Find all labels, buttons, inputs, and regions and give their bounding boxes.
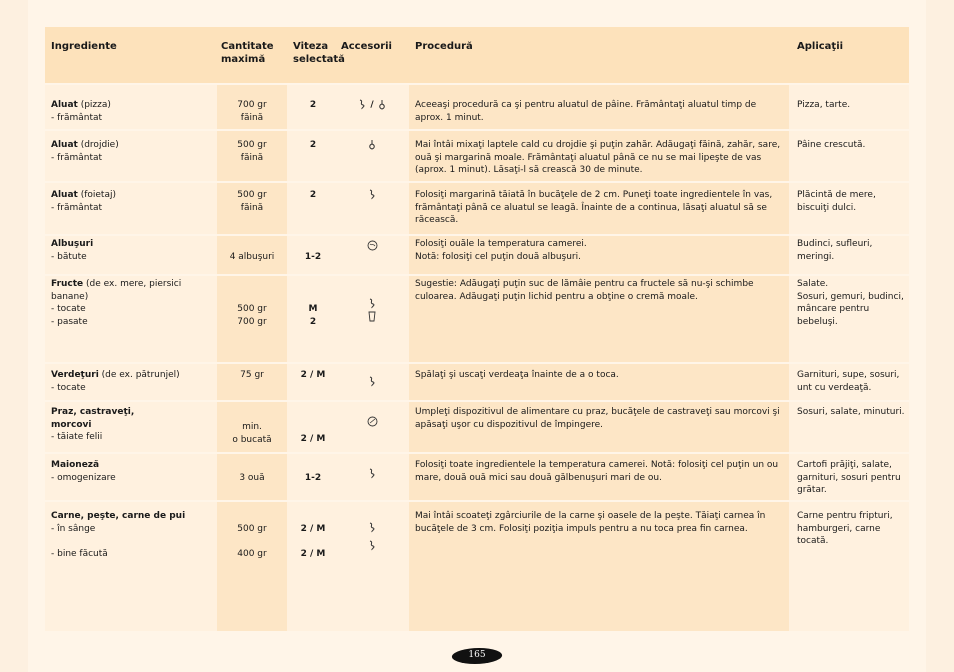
application-text: Garnituri, supe, sosuri, unt cu verdeaţă. xyxy=(797,370,900,393)
procedure-text: Folosiţi margarină tăiată în bucăţele de 2 cm. Puneţi toate ingredientele în vas, frământaţi până ce aluatul se leagă. Înainte de a continua, lăsaţi aluatul să se răcească. xyxy=(415,190,773,225)
speed: M xyxy=(308,304,318,314)
speed: 2 / M xyxy=(300,370,326,380)
ingredient-name: Albuşuri xyxy=(51,239,94,249)
table-header xyxy=(45,27,909,83)
recipe-table xyxy=(45,27,909,631)
kneader-icon xyxy=(367,189,377,200)
header-procedura: Procedură xyxy=(415,41,473,52)
speed: 2 / M xyxy=(300,549,326,559)
ingredient-action: - omogenizare xyxy=(51,472,116,483)
speed: 2 / M xyxy=(300,434,326,444)
ingredient-note: (de ex. pătrunjel) xyxy=(98,370,180,380)
quantity: 700 gr xyxy=(237,100,267,110)
whisk-disc-icon xyxy=(367,240,377,251)
table-row xyxy=(45,276,909,362)
procedure-text: Folosiţi ouăle la temperatura camerei. Notă: folosiţi cel puţin două albuşuri. xyxy=(415,239,587,262)
table-row xyxy=(45,85,909,129)
ingredient-action: - bine făcută xyxy=(51,548,108,559)
ingredient-note: (foietaj) xyxy=(77,190,116,200)
application-text: Carne pentru fripturi, hamburgeri, carne tocată. xyxy=(797,511,893,546)
quantity: min. xyxy=(242,422,262,432)
ingredient-action: - tocate xyxy=(51,382,86,393)
application-text: Pizza, tarte. xyxy=(797,100,851,110)
kneader-icon xyxy=(367,376,377,387)
quantity-unit: făină xyxy=(240,152,264,163)
speed: 2 / M xyxy=(300,524,326,534)
ingredient-note: (de ex. mere, piersici banane) xyxy=(51,279,182,302)
kneader-icon xyxy=(367,522,377,533)
ingredient-note: (pizza) xyxy=(77,100,111,110)
table-row xyxy=(45,236,909,274)
ingredient-action: - în sânge xyxy=(51,523,96,534)
quantity: 700 gr xyxy=(237,316,267,327)
ingredient-name: Aluat xyxy=(51,100,78,110)
quantity: 500 gr xyxy=(237,190,267,200)
table-row xyxy=(45,183,909,234)
application-text: Cartofi prăjiţi, salate, garnituri, sosuri pentru grătar. xyxy=(797,460,901,495)
procedure-text: Umpleţi dispozitivul de alimentare cu praz, bucăţele de castraveţi sau morcovi şi apăsaţi uşor cu dispozitivul de împingere. xyxy=(415,407,780,430)
table-row xyxy=(45,454,909,500)
speed: 1-2 xyxy=(304,252,322,262)
quantity: 4 albuşuri xyxy=(229,252,275,262)
application-text: Budinci, sufleuri, meringi. xyxy=(797,239,873,262)
quantity: 400 gr xyxy=(237,549,267,559)
application-text: Plăcintă de mere, biscuiţi dulci. xyxy=(797,190,876,213)
quantity-unit: o bucată xyxy=(232,434,272,445)
quantity: 500 gr xyxy=(237,140,267,150)
ingredient-name: Carne, peşte, carne de pui xyxy=(51,511,186,521)
procedure-text: Folosiţi toate ingredientele la temperatura camerei. Notă: folosiţi cel puţin un ou mare, două ouă mici sau două gălbenuşuri mari de ou. xyxy=(415,460,779,483)
header-cantitate: Cantitate maximă xyxy=(221,41,274,65)
application-text: Sosuri, salate, minuturi. xyxy=(797,407,905,417)
dough-hook-icon xyxy=(377,99,387,110)
procedure-text: Spălaţi şi uscaţi verdeaţa înainte de a o toca. xyxy=(415,370,619,380)
accessory-cell: / xyxy=(339,99,405,112)
slicing-disc-icon xyxy=(367,416,377,427)
procedure-text: Sugestie: Adăugaţi puţin suc de lămâie pentru ca fructele să nu-şi schimbe culoarea. Adăugaţi puţin lichid pentru a obţine o cremă moale. xyxy=(415,279,754,302)
ingredient-name: Fructe xyxy=(51,279,84,289)
header-viteza: Viteza selectată xyxy=(293,41,345,65)
speed: 1-2 xyxy=(304,473,322,483)
table-row xyxy=(45,502,909,631)
application-text: Pâine crescută. xyxy=(797,140,866,150)
ingredient-action: - pasate xyxy=(51,316,88,327)
ingredient-name: Verdeţuri xyxy=(51,370,99,380)
quantity-unit: făină xyxy=(240,112,264,123)
ingredient-action: - tocate xyxy=(51,304,86,314)
kneader-icon xyxy=(357,99,367,110)
application-text: Salate. Sosuri, gemuri, budinci, mâncare pentru bebeluşi. xyxy=(797,279,904,327)
ingredient-note: (drojdie) xyxy=(77,140,119,150)
page-number: 165 xyxy=(468,650,486,660)
quantity: 3 ouă xyxy=(239,473,265,483)
ingredient-action: - frământat xyxy=(51,112,103,123)
quantity: 500 gr xyxy=(237,304,267,314)
procedure-text: Mai întâi mixaţi laptele cald cu drojdie şi puţin zahăr. Adăugaţi făină, zahăr, sare, ouă şi margarină moale. Frământaţi aluatul până ce nu se mai lipeşte de vas (aprox. 1 minut). Lăsaţi-l să crească 30 de minute. xyxy=(415,140,781,175)
table-row xyxy=(45,402,909,452)
header-accesorii: Accesorii xyxy=(341,41,392,52)
ingredient-action: - frământat xyxy=(51,152,103,163)
speed: 2 xyxy=(309,316,317,327)
table-row xyxy=(45,131,909,181)
procedure-text: Aceeaşi procedură ca şi pentru aluatul de pâine. Frământaţi aluatul timp de aprox. 1 minut. xyxy=(415,100,757,123)
ingredient-name: Aluat xyxy=(51,190,78,200)
header-ingrediente: Ingrediente xyxy=(51,41,117,52)
speed: 2 xyxy=(309,190,317,200)
speed: 2 xyxy=(309,100,317,110)
speed: 2 xyxy=(309,140,317,150)
ingredient-action: - bătute xyxy=(51,251,87,262)
ingredient-action: - tăiate felii xyxy=(51,432,103,442)
procedure-text: Mai întâi scoateţi zgârciurile de la carne şi oasele de la peşte. Tăiaţi carnea în bucăţele de 3 cm. Folosiţi poziţia impuls pentru a nu toca prea fin carnea. xyxy=(415,511,766,534)
table-row xyxy=(45,364,909,400)
quantity: 75 gr xyxy=(240,370,264,380)
ingredient-name: Praz, castraveţi, morcovi xyxy=(51,407,135,430)
ingredient-name: Maioneză xyxy=(51,460,100,470)
kneader-icon xyxy=(367,468,377,479)
quantity-unit: făină xyxy=(240,202,264,213)
header-aplicatii: Aplicaţii xyxy=(797,41,844,52)
ingredient-name: Aluat xyxy=(51,140,78,150)
blender-jug-icon xyxy=(367,311,377,322)
dough-hook-icon xyxy=(367,139,377,150)
kneader-icon xyxy=(367,298,377,309)
kneader-icon xyxy=(367,540,377,551)
quantity: 500 gr xyxy=(237,524,267,534)
ingredient-action: - frământat xyxy=(51,202,103,213)
